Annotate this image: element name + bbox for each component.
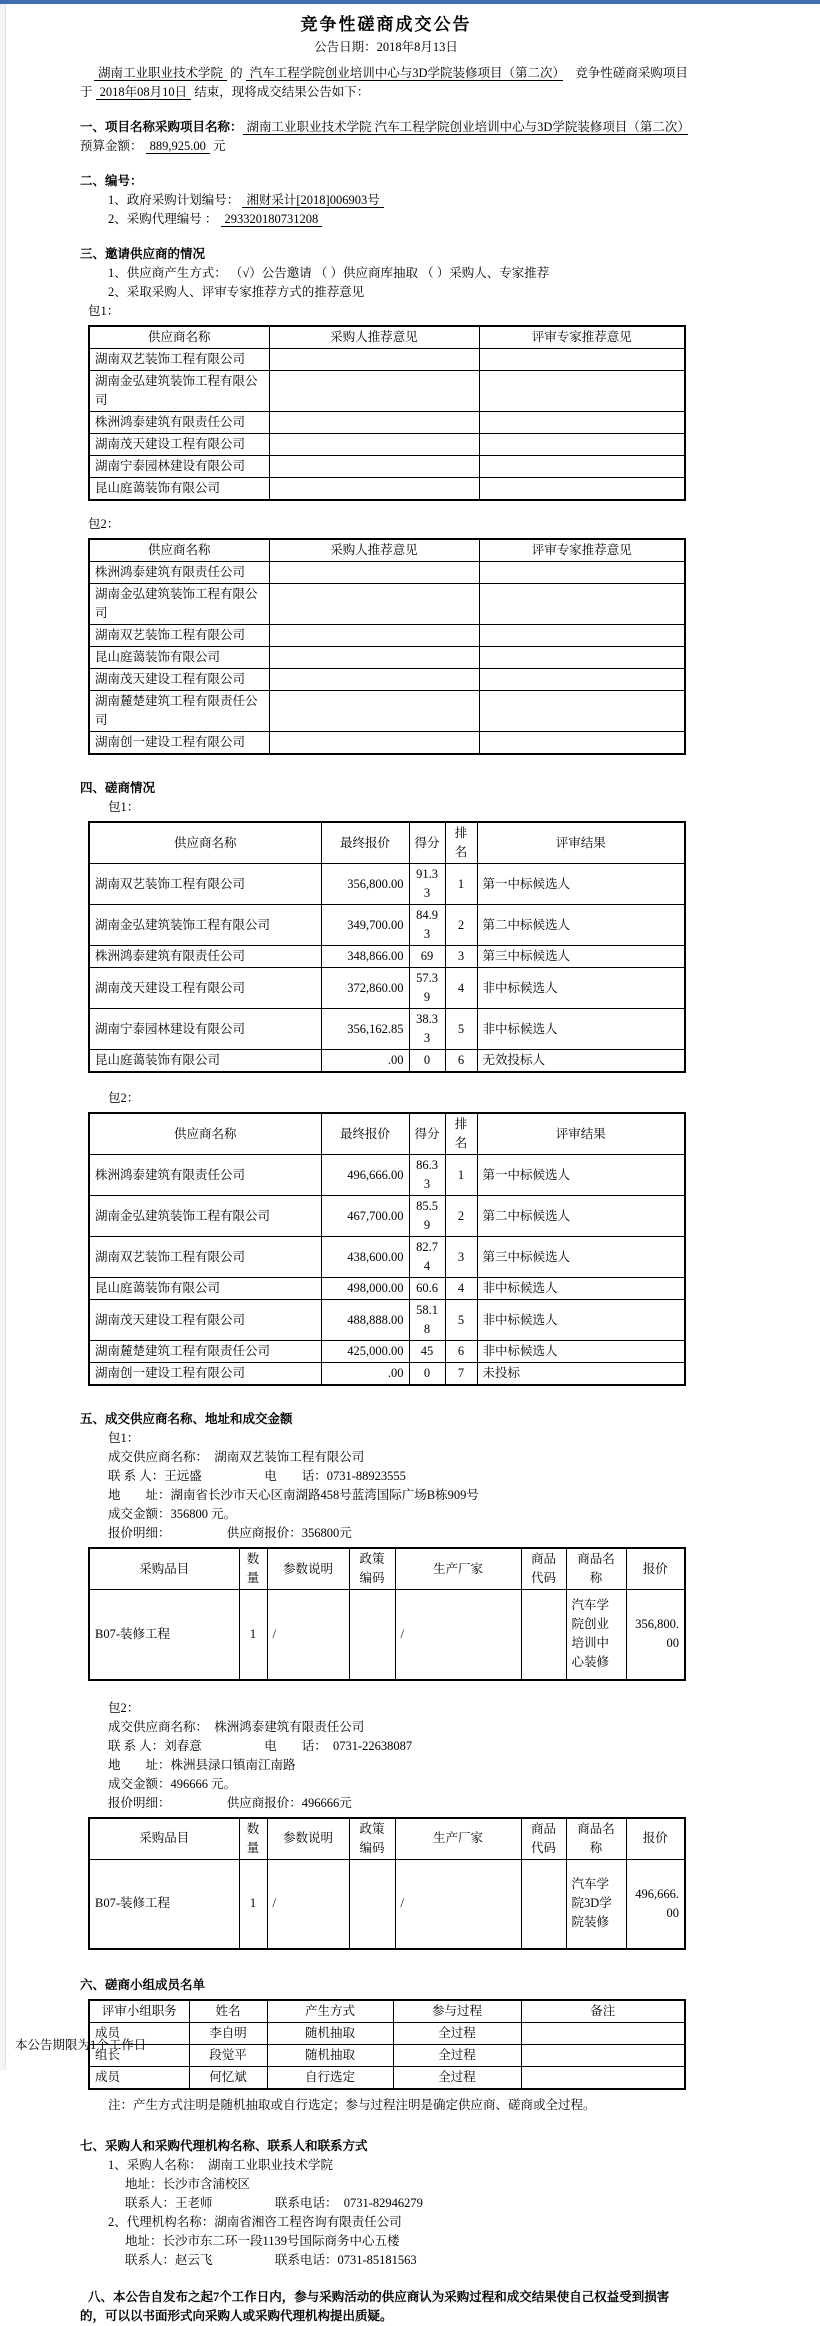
empty-cell (479, 669, 685, 691)
empty-cell (349, 1859, 395, 1949)
col-item: 采购品目 (89, 1548, 239, 1590)
supplier-name-cell: 株洲鸿泰建筑有限责任公司 (89, 562, 269, 584)
consultation-team-table (88, 1999, 686, 2090)
product-name-cell: 汽车学院创业培训中心装修 (566, 1590, 626, 1680)
team-role-cell: 成员 (89, 2023, 189, 2045)
final-price-cell: .00 (321, 1050, 409, 1073)
col-final-price: 最终报价 (321, 822, 409, 864)
supplier-name-cell: 湖南金弘建筑装饰工程有限公司 (89, 584, 269, 625)
table-row (89, 562, 685, 584)
supplier-name-cell: 湖南创一建设工程有限公司 (89, 1363, 321, 1386)
contact-line: 联 系 人：王远盛 电 话：0731-88923555 (108, 1469, 406, 1483)
supplier-name-cell: 湖南双艺装饰工程有限公司 (89, 864, 321, 905)
budget-unit: 元 (209, 139, 226, 153)
empty-cell (479, 691, 685, 732)
participation-cell: 全过程 (393, 2045, 521, 2067)
supplier-name-cell: 湖南茂天建设工程有限公司 (89, 669, 269, 691)
price-cell: 496,666.00 (626, 1859, 685, 1949)
score-cell: 60.6 (409, 1278, 445, 1300)
left-page-edge (0, 4, 6, 2070)
agency-number-line (108, 210, 692, 229)
empty-cell (269, 691, 479, 732)
project-name-blank: 汽车工程学院创业培训中心与3D学院装修项目（第二次） (246, 66, 563, 81)
col-rank: 排名 (445, 822, 477, 864)
qty-cell: 1 (239, 1590, 267, 1680)
empty-cell (479, 732, 685, 755)
empty-cell (479, 478, 685, 501)
recommendation-line: 2、采取采购人、评审专家推荐方式的推荐意见 (108, 285, 365, 299)
project-full-name: 湖南工业职业技术学院 汽车工程学院创业培训中心与3D学院装修项目（第二次） (243, 120, 688, 135)
manufacturer-cell: / (395, 1859, 521, 1949)
table-row (89, 349, 685, 371)
supplier-source-line: 1、供应商产生方式： （√）公告邀请 （ ）供应商库抽取 （ ）采购人、专家推荐 (108, 266, 550, 280)
intro-tail: 结束，现将成交结果公告如下： (191, 85, 370, 99)
table-header-row (89, 326, 685, 349)
agency-contact-line: 联系人：赵云飞 联系电话：0731-85181563 (125, 2253, 417, 2267)
empty-cell (269, 412, 479, 434)
empty-cell (269, 647, 479, 669)
price-cell: 356,800.00 (626, 1590, 685, 1680)
section-6-heading: 六、磋商小组成员名单 (80, 1978, 206, 1992)
table-row (89, 1009, 685, 1050)
table-row (89, 669, 685, 691)
supplier-name-cell: 湖南双艺装饰工程有限公司 (89, 349, 269, 371)
remark-cell (521, 2045, 685, 2067)
table-row (89, 584, 685, 625)
empty-cell (349, 1590, 395, 1680)
table-row (89, 1859, 685, 1949)
score-cell: 82.74 (409, 1237, 445, 1278)
col-price: 报价 (626, 1818, 685, 1860)
rank-cell: 2 (445, 1196, 477, 1237)
empty-cell (479, 434, 685, 456)
rank-cell: 5 (445, 1009, 477, 1050)
method-cell: 自行选定 (267, 2067, 393, 2090)
final-price-cell: 348,866.00 (321, 946, 409, 968)
final-price-cell: 356,800.00 (321, 864, 409, 905)
table-header-row (89, 1548, 685, 1590)
supplier-name-cell: 昆山庭蔼装饰有限公司 (89, 1050, 321, 1073)
result-cell: 未投标 (477, 1363, 685, 1386)
intro-connector-1: 的 (227, 66, 246, 80)
item-cell: B07-装修工程 (89, 1590, 239, 1680)
empty-cell (479, 647, 685, 669)
table-row (89, 371, 685, 412)
table-header-row (89, 2000, 685, 2023)
supplier-name-cell: 湖南创一建设工程有限公司 (89, 732, 269, 755)
supplier-name-cell: 株洲鸿泰建筑有限责任公司 (89, 412, 269, 434)
col-policy-code: 政策编码 (349, 1818, 395, 1860)
rank-cell: 7 (445, 1363, 477, 1386)
table-row (89, 412, 685, 434)
final-price-cell: 488,888.00 (321, 1300, 409, 1341)
col-product-code: 商品代码 (521, 1548, 566, 1590)
invited-suppliers-table-pkg2 (88, 538, 686, 755)
col-supplier-name: 供应商名称 (89, 539, 269, 562)
section-1-label: 一、项目名称采购项目名称： (80, 120, 243, 134)
table-header-row (89, 1818, 685, 1860)
table-header-row (89, 1113, 685, 1155)
rank-cell: 4 (445, 968, 477, 1009)
col-supplier-name: 供应商名称 (89, 822, 321, 864)
supplier-name-cell: 昆山庭蔼装饰有限公司 (89, 647, 269, 669)
score-cell: 0 (409, 1363, 445, 1386)
end-date-blank: 2018年08月10日 (96, 85, 192, 100)
empty-cell (269, 669, 479, 691)
s5-pkg2-label: 包2： (108, 1700, 140, 1715)
result-cell: 第三中标候选人 (477, 1237, 685, 1278)
col-product-code: 商品代码 (521, 1818, 566, 1860)
col-supplier-name: 供应商名称 (89, 1113, 321, 1155)
score-cell: 86.33 (409, 1155, 445, 1196)
top-accent-bar (0, 0, 820, 4)
final-price-cell: 349,700.00 (321, 905, 409, 946)
buyer-name-blank: 湖南工业职业技术学院 (94, 66, 227, 81)
score-cell: 45 (409, 1341, 445, 1363)
empty-cell (269, 625, 479, 647)
col-qty: 数量 (239, 1548, 267, 1590)
table-row (89, 1300, 685, 1341)
member-name-cell: 李自明 (189, 2023, 267, 2045)
amount-line: 成交金额：496666 元。 (108, 1776, 237, 1791)
score-cell: 58.18 (409, 1300, 445, 1341)
supplier-name-cell: 湖南麓楚建筑工程有限责任公司 (89, 1341, 321, 1363)
supplier-name-cell: 株洲鸿泰建筑有限责任公司 (89, 946, 321, 968)
result-cell: 非中标候选人 (477, 968, 685, 1009)
budget-value: 889,925.00 (146, 139, 210, 154)
score-cell: 57.39 (409, 968, 445, 1009)
awarded-supplier-line: 成交供应商名称： 株洲鸿泰建筑有限责任公司 (108, 1719, 365, 1734)
address-line: 地 址：株洲县渌口镇南江南路 (108, 1757, 296, 1772)
table-row (89, 2023, 685, 2045)
params-cell: / (267, 1590, 349, 1680)
s3-pkg1-label: 包1： (88, 304, 120, 318)
agency-number-label: 2、采购代理编号 ： (108, 212, 221, 226)
rank-cell: 3 (445, 1237, 477, 1278)
table-row (89, 434, 685, 456)
score-cell: 91.33 (409, 864, 445, 905)
section-5-award (80, 1410, 692, 1950)
empty-cell (521, 1590, 566, 1680)
rank-cell: 1 (445, 864, 477, 905)
col-rank: 排名 (445, 1113, 477, 1155)
final-price-cell: 496,666.00 (321, 1155, 409, 1196)
col-final-price: 最终报价 (321, 1113, 409, 1155)
manufacturer-cell: / (395, 1590, 521, 1680)
col-buyer-recommendation: 采购人推荐意见 (269, 539, 479, 562)
col-result: 评审结果 (477, 822, 685, 864)
table-row (89, 691, 685, 732)
s5-pkg1-label: 包1： (108, 1431, 140, 1445)
empty-cell (269, 584, 479, 625)
result-cell: 第一中标候选人 (477, 1155, 685, 1196)
s3-pkg2-label: 包2： (88, 517, 120, 531)
final-price-cell: 372,860.00 (321, 968, 409, 1009)
team-role-cell: 成员 (89, 2067, 189, 2090)
col-manufacturer: 生产厂家 (395, 1818, 521, 1860)
empty-cell (479, 349, 685, 371)
empty-cell (269, 349, 479, 371)
supplier-name-cell: 湖南茂天建设工程有限公司 (89, 968, 321, 1009)
params-cell: / (267, 1859, 349, 1949)
announcement-date: 公告日期：2018年8月13日 (314, 40, 458, 54)
method-cell: 随机抽取 (267, 2023, 393, 2045)
rank-cell: 6 (445, 1050, 477, 1073)
final-price-cell: 425,000.00 (321, 1341, 409, 1363)
empty-cell (479, 625, 685, 647)
table-row (89, 1341, 685, 1363)
final-price-cell: 356,162.85 (321, 1009, 409, 1050)
result-cell: 非中标候选人 (477, 1278, 685, 1300)
col-product-name: 商品名称 (566, 1548, 626, 1590)
table-row (89, 625, 685, 647)
team-role-cell: 组长 (89, 2045, 189, 2067)
table-row (89, 905, 685, 946)
supplier-name-cell: 湖南茂天建设工程有限公司 (89, 1300, 321, 1341)
supplier-name-cell: 湖南金弘建筑装饰工程有限公司 (89, 1196, 321, 1237)
table-row (89, 647, 685, 669)
table-header-row (89, 822, 685, 864)
rank-cell: 2 (445, 905, 477, 946)
col-member-name: 姓名 (189, 2000, 267, 2023)
announcement-validity-note: 本公告期限为1个工作日 (15, 2038, 147, 2052)
section-1-project-name (80, 118, 713, 156)
col-price: 报价 (626, 1548, 685, 1590)
score-cell: 84.93 (409, 905, 445, 946)
section-6-team (80, 1976, 692, 2115)
award-detail-table-pkg1 (88, 1547, 686, 1681)
awarded-supplier-line: 成交供应商名称： 湖南双艺装饰工程有限公司 (108, 1450, 365, 1464)
empty-cell (269, 562, 479, 584)
table-row (89, 2045, 685, 2067)
quote-line: 报价明细： 供应商报价：356800元 (108, 1526, 352, 1540)
table-row (89, 1050, 685, 1073)
item-cell: B07-装修工程 (89, 1859, 239, 1949)
section-4-heading: 四、磋商情况 (80, 781, 156, 795)
score-cell: 69 (409, 946, 445, 968)
result-cell: 第三中标候选人 (477, 946, 685, 968)
section-2-numbers (80, 172, 692, 229)
table-row (89, 1237, 685, 1278)
supplier-name-cell: 湖南麓楚建筑工程有限责任公司 (89, 691, 269, 732)
table-row (89, 732, 685, 755)
member-name-cell: 何忆斌 (189, 2067, 267, 2090)
contact-line: 联 系 人：刘春意 电 话： 0731-22638087 (108, 1738, 413, 1753)
empty-cell (479, 371, 685, 412)
remark-cell (521, 2023, 685, 2045)
participation-cell: 全过程 (393, 2067, 521, 2090)
section-5-heading: 五、成交供应商名称、地址和成交金额 (80, 1412, 293, 1426)
table-row (89, 968, 685, 1009)
s4-pkg1-label: 包1： (108, 800, 140, 814)
col-remark: 备注 (521, 2000, 685, 2023)
final-price-cell: 438,600.00 (321, 1237, 409, 1278)
score-cell: 85.59 (409, 1196, 445, 1237)
section-7-heading: 七、采购人和采购代理机构名称、联系人和联系方式 (80, 2139, 368, 2153)
result-cell: 非中标候选人 (477, 1300, 685, 1341)
supplier-name-cell: 湖南宁泰园林建设有限公司 (89, 456, 269, 478)
supplier-name-cell: 湖南金弘建筑装饰工程有限公司 (89, 905, 321, 946)
plan-number-line (108, 191, 692, 210)
col-team-role: 评审小组职务 (89, 2000, 189, 2023)
supplier-name-cell: 湖南金弘建筑装饰工程有限公司 (89, 371, 269, 412)
result-cell: 第二中标候选人 (477, 1196, 685, 1237)
supplier-name-cell: 湖南双艺装饰工程有限公司 (89, 625, 269, 647)
empty-cell (479, 584, 685, 625)
empty-cell (479, 562, 685, 584)
result-cell: 非中标候选人 (477, 1341, 685, 1363)
intro-paragraph (80, 64, 692, 102)
final-price-cell: 498,000.00 (321, 1278, 409, 1300)
table-row (89, 1196, 685, 1237)
table-row (89, 1363, 685, 1386)
empty-cell (269, 732, 479, 755)
supplier-name-cell: 昆山庭蔼装饰有限公司 (89, 478, 269, 501)
consultation-table-pkg1 (88, 821, 686, 1073)
empty-cell (269, 434, 479, 456)
col-score: 得分 (409, 822, 445, 864)
supplier-name-cell: 湖南双艺装饰工程有限公司 (89, 1237, 321, 1278)
score-cell: 38.33 (409, 1009, 445, 1050)
table-row (89, 456, 685, 478)
section-2-heading: 二、编号： (80, 174, 143, 188)
col-params: 参数说明 (267, 1818, 349, 1860)
section-4-consultation (80, 779, 692, 1386)
rank-cell: 6 (445, 1341, 477, 1363)
final-price-cell: 467,700.00 (321, 1196, 409, 1237)
col-manufacturer: 生产厂家 (395, 1548, 521, 1590)
col-supplier-name: 供应商名称 (89, 326, 269, 349)
page-title: 竞争性磋商成交公告 (300, 15, 472, 34)
supplier-name-cell: 昆山庭蔼装饰有限公司 (89, 1278, 321, 1300)
agency-address-line: 地址：长沙市东二环一段1139号国际商务中心五楼 (125, 2234, 400, 2248)
col-product-name: 商品名称 (566, 1818, 626, 1860)
score-cell: 0 (409, 1050, 445, 1073)
final-price-cell: .00 (321, 1363, 409, 1386)
buyer-address-line: 地址：长沙市含浦校区 (125, 2177, 251, 2191)
table-row (89, 1590, 685, 1680)
section-3-invited-suppliers (80, 245, 692, 755)
col-participation: 参与过程 (393, 2000, 521, 2023)
qty-cell: 1 (239, 1859, 267, 1949)
address-line: 地 址：湖南省长沙市天心区南湖路458号蓝湾国际广场B栋909号 (108, 1488, 479, 1502)
section-7-contacts (80, 2137, 692, 2270)
col-qty: 数量 (239, 1818, 267, 1860)
announcement-document (80, 12, 713, 2326)
table-row (89, 946, 685, 968)
agency-number-value: 293320180731208 (221, 212, 323, 227)
participation-cell: 全过程 (393, 2023, 521, 2045)
empty-cell (269, 456, 479, 478)
col-result: 评审结果 (477, 1113, 685, 1155)
quote-line: 报价明细： 供应商报价：496666元 (108, 1795, 352, 1810)
rank-cell: 1 (445, 1155, 477, 1196)
table-row (89, 864, 685, 905)
result-cell: 第二中标候选人 (477, 905, 685, 946)
agency-name-line: 2、代理机构名称：湖南省湘咨工程咨询有限责任公司 (108, 2215, 402, 2229)
result-cell: 第一中标候选人 (477, 864, 685, 905)
result-cell: 无效投标人 (477, 1050, 685, 1073)
rank-cell: 5 (445, 1300, 477, 1341)
empty-cell (269, 478, 479, 501)
section-3-heading: 三、邀请供应商的情况 (80, 247, 206, 261)
product-name-cell: 汽车学院3D学院装修 (566, 1859, 626, 1949)
col-expert-recommendation: 评审专家推荐意见 (479, 326, 685, 349)
rank-cell: 4 (445, 1278, 477, 1300)
col-policy-code: 政策编码 (349, 1548, 395, 1590)
table-row (89, 1155, 685, 1196)
col-selection-method: 产生方式 (267, 2000, 393, 2023)
intro-connector-2: 竞争性磋商采购项目于 (80, 66, 688, 99)
plan-number-label: 1、政府采购计划编号： (108, 193, 243, 207)
col-buyer-recommendation: 采购人推荐意见 (269, 326, 479, 349)
member-name-cell: 段觉平 (189, 2045, 267, 2067)
result-cell: 非中标候选人 (477, 1009, 685, 1050)
s4-pkg2-label: 包2： (108, 1091, 140, 1105)
consultation-table-pkg2 (88, 1112, 686, 1386)
col-item: 采购品目 (89, 1818, 239, 1860)
empty-cell (521, 1859, 566, 1949)
method-cell: 随机抽取 (267, 2045, 393, 2067)
col-expert-recommendation: 评审专家推荐意见 (479, 539, 685, 562)
invited-suppliers-table-pkg1 (88, 325, 686, 501)
col-params: 参数说明 (267, 1548, 349, 1590)
plan-number-value: 湘财采计[2018]006903号 (242, 193, 383, 208)
supplier-name-cell: 湖南宁泰园林建设有限公司 (89, 1009, 321, 1050)
empty-cell (269, 371, 479, 412)
empty-cell (479, 412, 685, 434)
buyer-name-line: 1、采购人名称： 湖南工业职业技术学院 (108, 2158, 334, 2172)
budget-label: 预算金额： (80, 120, 713, 153)
table-row (89, 1278, 685, 1300)
amount-line: 成交金额：356800 元。 (108, 1507, 237, 1521)
award-detail-table-pkg2 (88, 1817, 686, 1951)
supplier-name-cell: 湖南茂天建设工程有限公司 (89, 434, 269, 456)
table-header-row (89, 539, 685, 562)
section-8-objection-notice: 八、本公告自发布之起7个工作日内，参与采购活动的供应商认为采购过程和成交结果使自己权益受到损害的，可以以书面形式向采购人或采购代理机构提出质疑。 (80, 2290, 670, 2323)
team-note: 注：产生方式注明是随机抽取或自行选定；参与过程注明是确定供应商、磋商或全过程。 (108, 2098, 596, 2112)
rank-cell: 3 (445, 946, 477, 968)
buyer-contact-line: 联系人：王老师 联系电话： 0731-82946279 (125, 2196, 423, 2210)
empty-cell (479, 456, 685, 478)
col-score: 得分 (409, 1113, 445, 1155)
supplier-name-cell: 株洲鸿泰建筑有限责任公司 (89, 1155, 321, 1196)
table-row (89, 478, 685, 501)
